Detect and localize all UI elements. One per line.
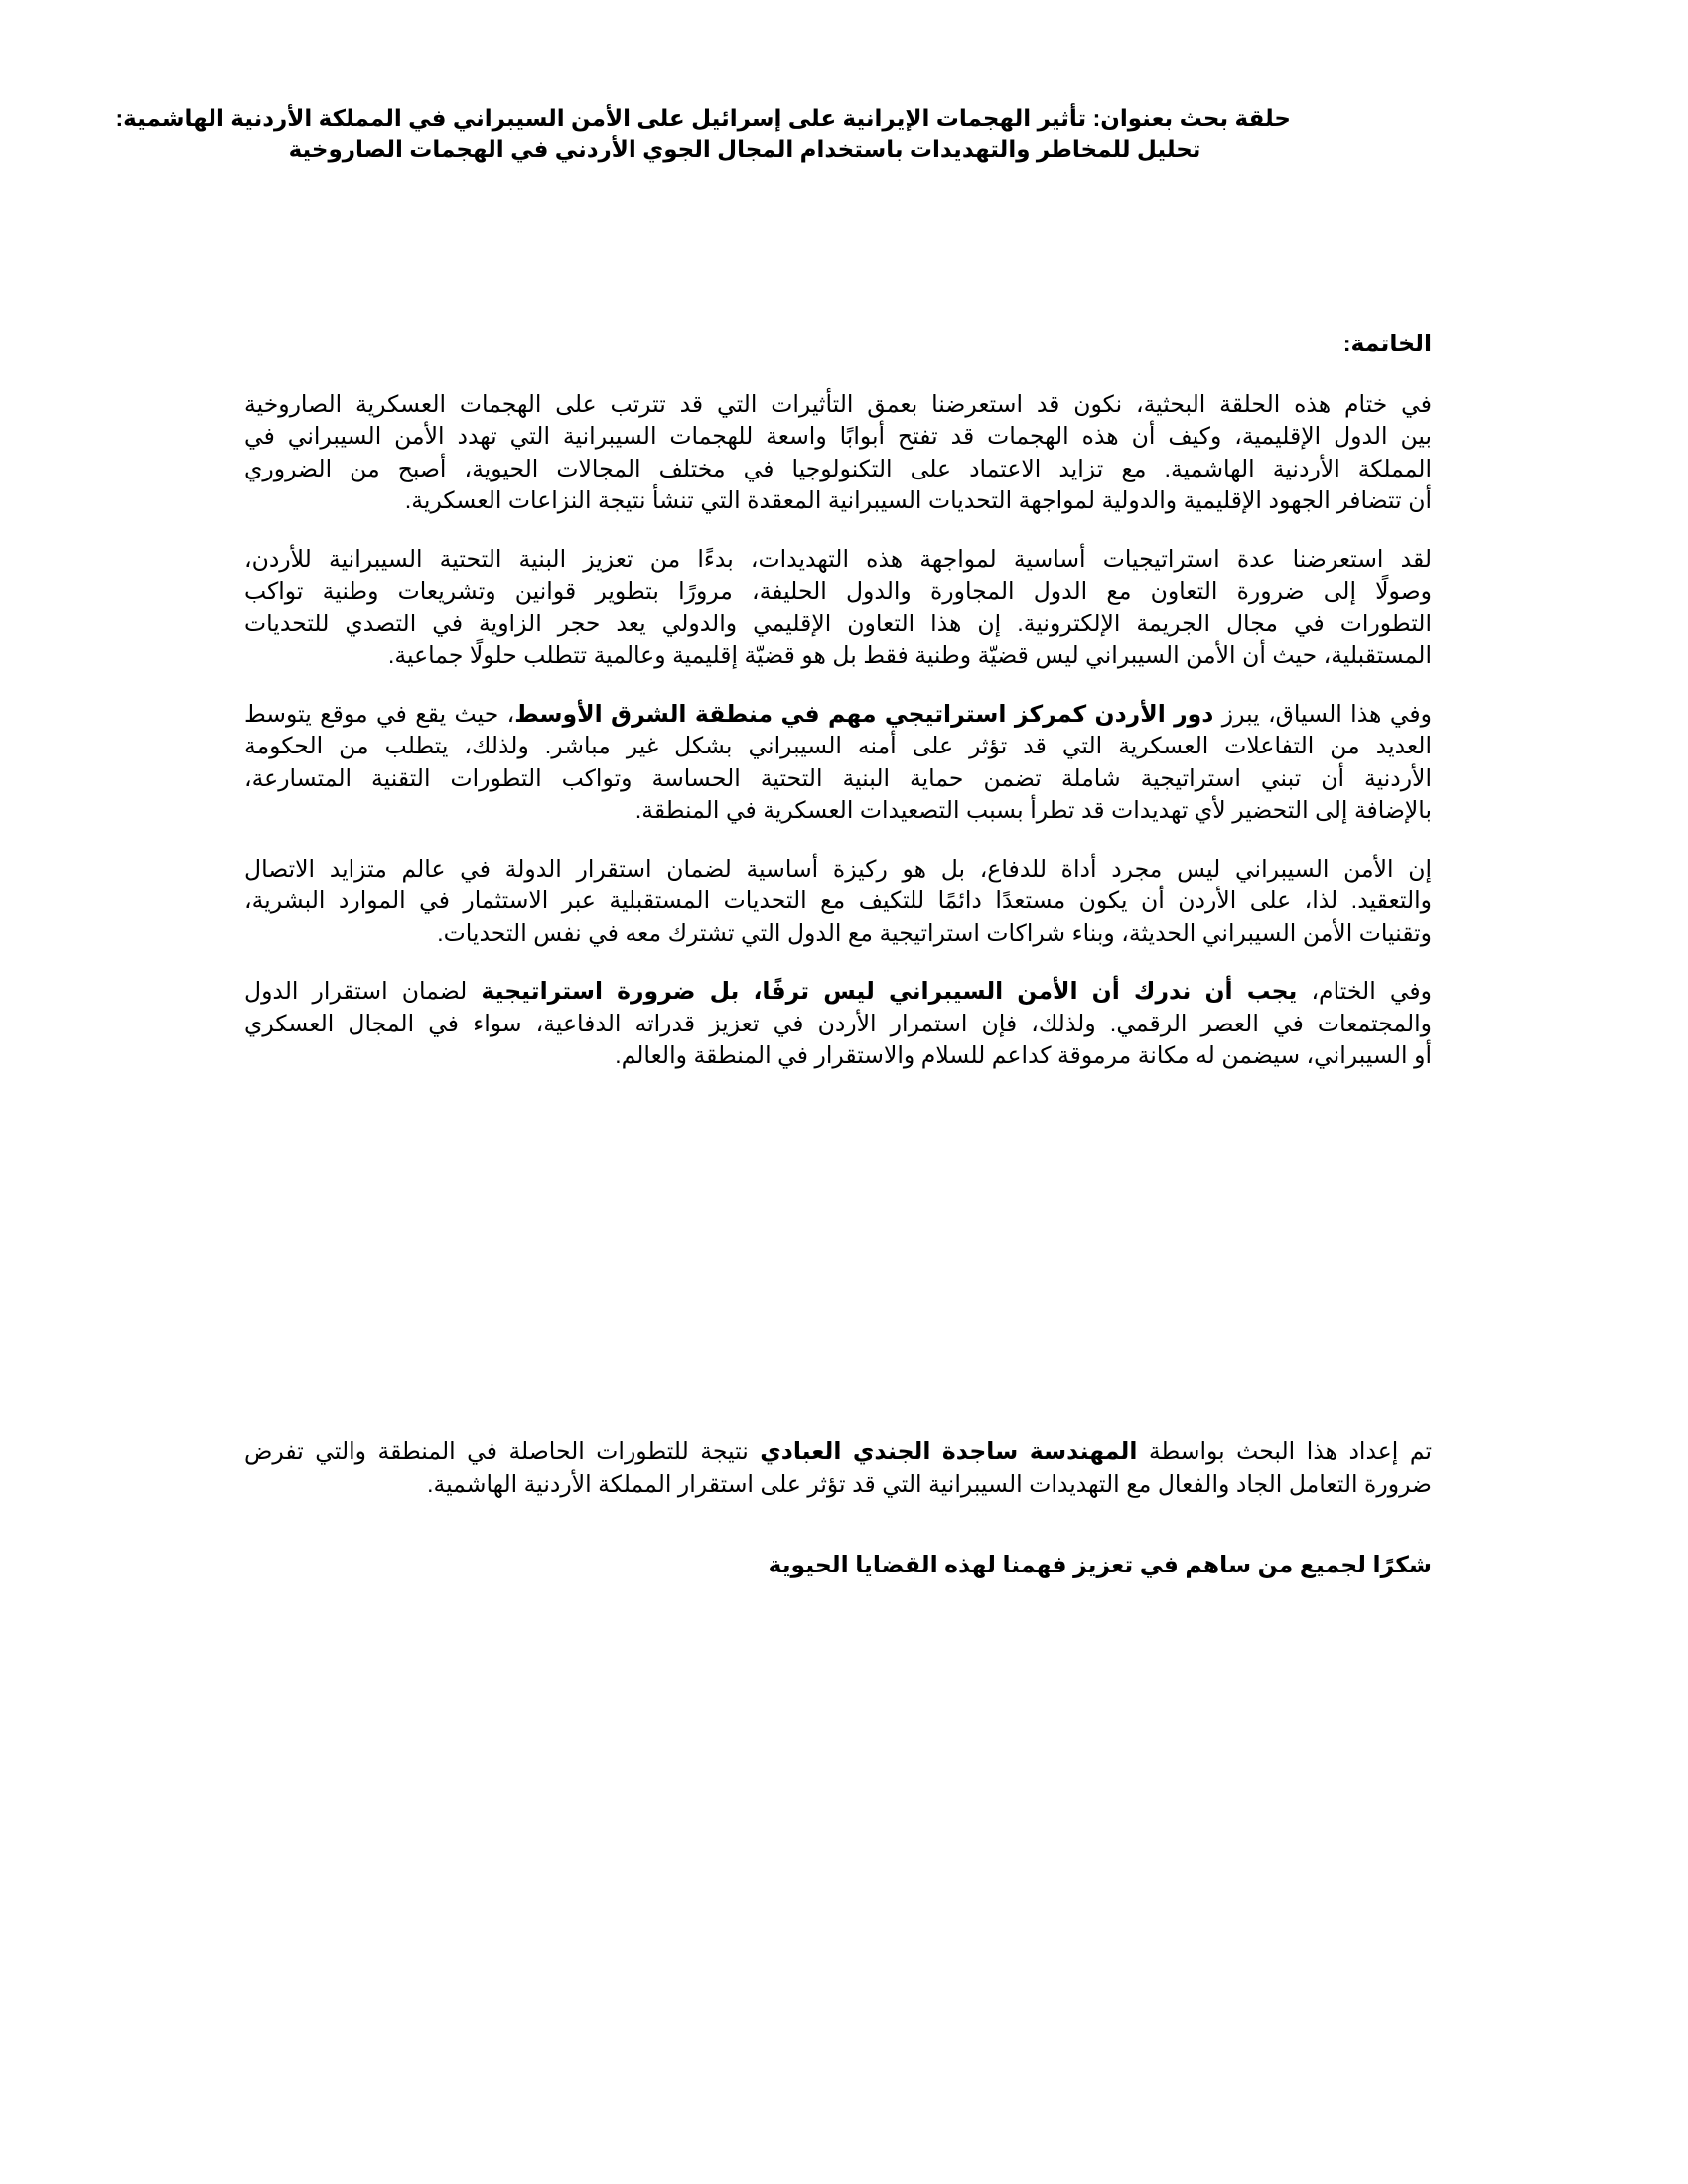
- paragraph-line: وتقنيات الأمن السيبراني الحديثة، وبناء شراكات استراتيجية مع الدول التي تشترك معه في نفس التحديات.: [437, 919, 1432, 946]
- conclusion-heading: الخاتمة:: [1342, 331, 1432, 356]
- paragraph-line: التطورات في مجال الجريمة الإلكترونية. إن هذا التعاون الإقليمي والدولي يعد حجر الزاوية في التصدي للتحديات: [244, 610, 1432, 636]
- paragraph-line: الأردنية أن تبني استراتيجية شاملة تضمن حماية البنية التحتية الحساسة وتواكب التطورات التقنية المتسارعة،: [244, 764, 1432, 791]
- paragraph-4: [244, 853, 1432, 950]
- paragraph-line: وصولًا إلى ضرورة التعاون مع الدول المجاورة والدول الحليفة، مرورًا بتطوير قوانين وتشريعات وطنية تواكب: [244, 578, 1432, 604]
- paragraph-line: [244, 1435, 1432, 1468]
- thanks-note: شكرًا لجميع من ساهم في تعزيز فهمنا لهذه القضايا الحيوية: [768, 1552, 1432, 1577]
- emphasis-text: دور الأردن كمركز استراتيجي مهم في منطقة الشرق الأوسط: [514, 700, 1214, 727]
- text-run: ، حيث يقع في موقع يتوسط: [244, 700, 515, 727]
- paragraph-3: [244, 698, 1432, 827]
- document-title: [115, 103, 1291, 165]
- paragraph-1: [244, 388, 1432, 517]
- paragraph-line: والمجتمعات في العصر الرقمي. ولذلك، فإن استمرار الأردن في تعزيز قدراته الدفاعية، سواء في المجال العسكري: [244, 1010, 1432, 1036]
- paragraph-line: [244, 698, 1432, 731]
- paragraph-line: إن الأمن السيبراني ليس مجرد أداة للدفاع، بل هو ركيزة أساسية لضمان استقرار الدولة في عالم متزايد الاتصال: [244, 855, 1432, 882]
- paragraph-line: في ختام هذه الحلقة البحثية، نكون قد استعرضنا بعمق التأثيرات التي قد تترتب على الهجمات العسكرية الصاروخية: [244, 390, 1432, 417]
- text-run: تم إعداد هذا البحث بواسطة: [1137, 1438, 1432, 1464]
- paragraph-line: لقد استعرضنا عدة استراتيجيات أساسية لمواجهة هذه التهديدات، بدءًا من تعزيز البنية التحتية السيبرانية للأردن،: [244, 545, 1432, 572]
- text-run: نتيجة للتطورات الحاصلة في المنطقة والتي تفرض: [244, 1438, 761, 1464]
- paragraph-line: المستقبلية، حيث أن الأمن السيبراني ليس قضيّة وطنية فقط بل هو قضيّة إقليمية وعالمية تتطلب حلولًا جماعية.: [387, 642, 1432, 668]
- text-run: وفي الختام،: [1297, 978, 1433, 1004]
- conclusion-section: [244, 328, 1432, 1098]
- paragraph-line: العديد من التفاعلات العسكرية التي قد تؤثر على أمنه السيبراني بشكل غير مباشر. ولذلك، يتطلب من الحكومة: [244, 733, 1432, 758]
- paragraph-line: [244, 975, 1432, 1008]
- paragraph-line: أن تتضافر الجهود الإقليمية والدولية لمواجهة التحديات السيبرانية المعقدة التي تنشأ نتيجة النزاعات العسكرية.: [404, 487, 1432, 513]
- author-name: المهندسة ساجدة الجندي العبادي: [760, 1438, 1138, 1464]
- paragraph-2: [244, 543, 1432, 672]
- paragraph-line: بين الدول الإقليمية، وكيف أن هذه الهجمات قد تفتح أبوابًا واسعة للهجمات السيبرانية التي تهدد الأمن السيبراني في: [244, 423, 1432, 449]
- text-run: لضمان استقرار الدول: [244, 978, 482, 1004]
- author-credit: [244, 1435, 1432, 1500]
- paragraph-5: [244, 975, 1432, 1072]
- paragraph-line: والتعقيد. لذا، على الأردن أن يكون مستعدًا دائمًا للتكيف مع التحديات المستقبلية عبر الاستثمار في الموارد البشرية،: [244, 887, 1432, 913]
- text-run: وفي هذا السياق، يبرز: [1213, 700, 1432, 727]
- title-line-2: تحليل للمخاطر والتهديدات باستخدام المجال الجوي الأردني في الهجمات الصاروخية: [288, 136, 1201, 162]
- paragraph-line: ضرورة التعامل الجاد والفعال مع التهديدات السيبرانية التي قد تؤثر على استقرار المملكة الأردنية الهاشمية.: [426, 1470, 1432, 1497]
- paragraph-line: بالإضافة إلى التحضير لأي تهديدات قد تطرأ بسبب التصعيدات العسكرية في المنطقة.: [634, 797, 1432, 823]
- title-line-1: حلقة بحث بعنوان: تأثير الهجمات الإيرانية على إسرائيل على الأمن السيبراني في المملكة الأردنية الهاشمية:: [115, 105, 1291, 131]
- paragraph-line: أو السيبراني، سيضمن له مكانة مرموقة كداعم للسلام والاستقرار في المنطقة والعالم.: [615, 1042, 1432, 1068]
- emphasis-text: يجب أن ندرك أن الأمن السيبراني ليس ترفًا، بل ضرورة استراتيجية: [481, 978, 1298, 1004]
- paragraph-line: المملكة الأردنية الهاشمية. مع تزايد الاعتماد على التكنولوجيا في مختلف المجالات الحيوية، أصبح من الضروري: [244, 455, 1432, 481]
